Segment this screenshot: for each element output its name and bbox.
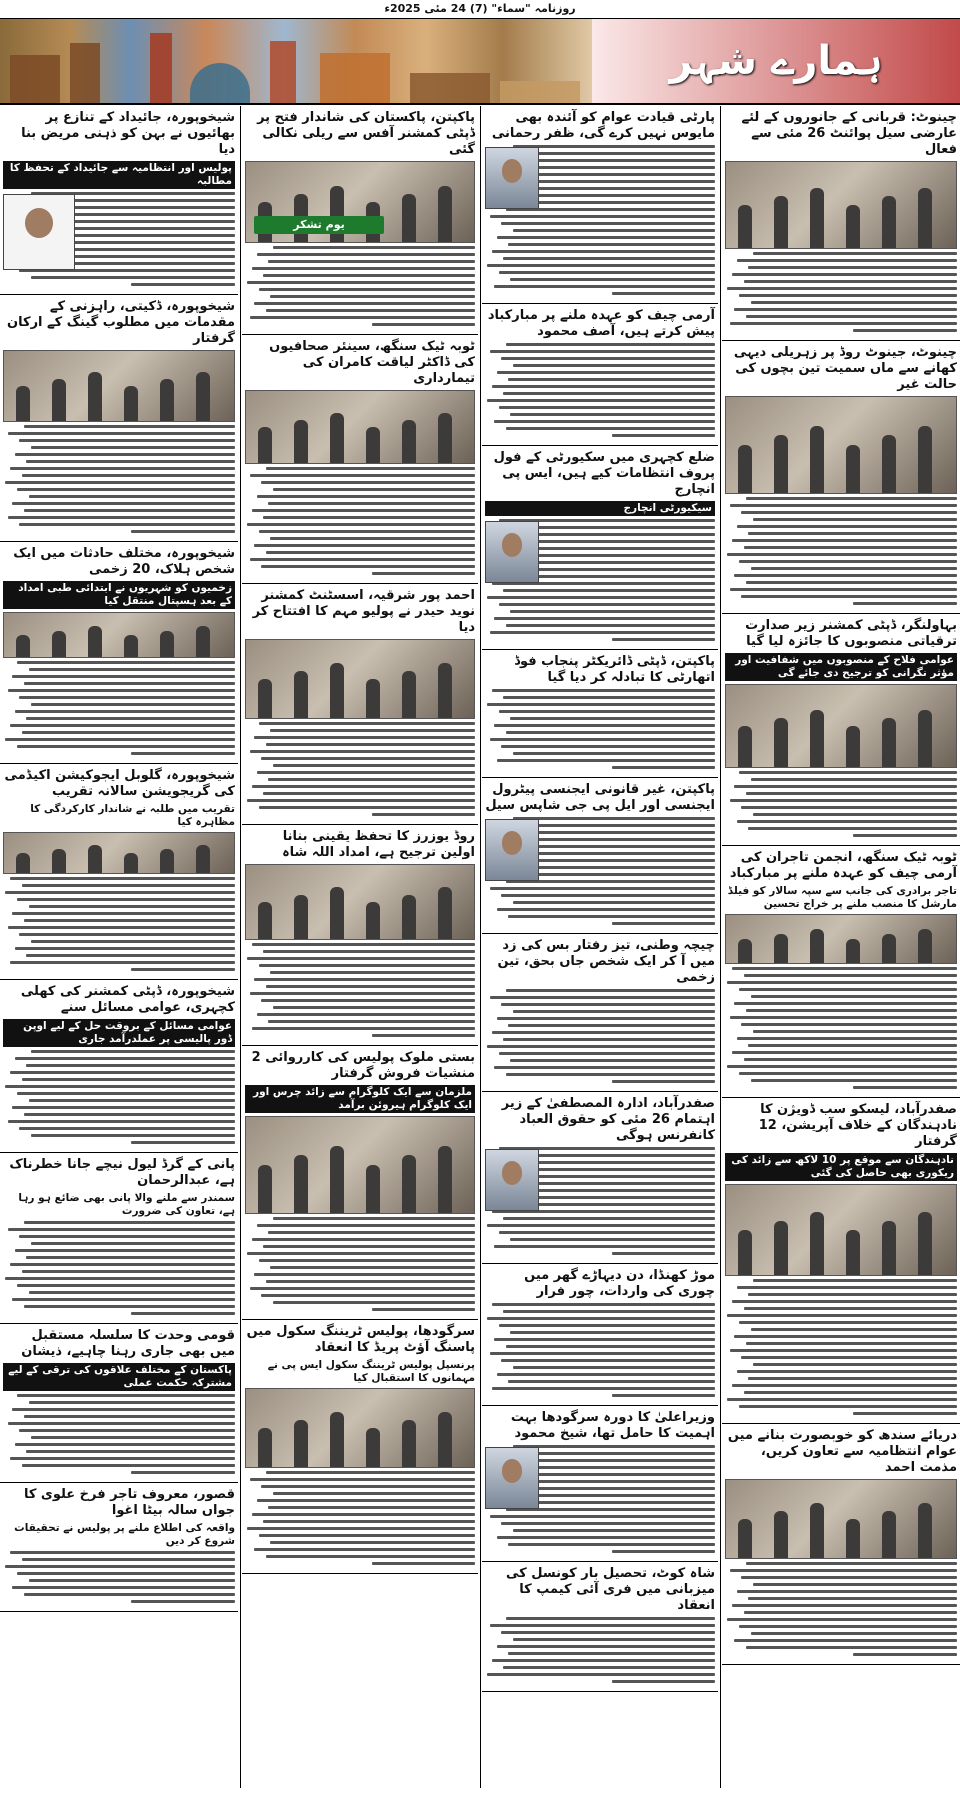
news-story xyxy=(482,1264,718,1406)
story-headline: ٹوبہ ٹیک سنگھ، سینئر صحافیوں کی ڈاکٹر لیاقت کامران کی تیمارداری xyxy=(269,339,475,386)
news-story xyxy=(242,106,478,335)
story-subheadline: نادہندگان سے موقع پر 10 لاکھ سے زائد کی ریکوری بھی حاصل کی گئی xyxy=(725,1153,957,1181)
story-headline: بستی ملوک پولیس کی کارروائی 2 منشیات فروش گرفتار xyxy=(251,1050,475,1081)
story-photo xyxy=(3,612,235,658)
story-headline: چیچہ وطنی، تیز رفتار بس کی زد میں آ کر ایک شخص جاں بحق، تین زخمی xyxy=(497,938,715,985)
story-subheadline: واقعہ کی اطلاع ملنے پر پولیس نے تحقیقات شروع کر دیں xyxy=(14,1522,235,1547)
story-headline: صفدرآباد، ادارہ المصطفیٰ کے زیر اہتمام 26 مئی کو حقوق العباد کانفرنس ہوگی xyxy=(501,1096,715,1143)
news-story xyxy=(0,764,238,980)
news-story xyxy=(722,1424,960,1665)
story-headline: روڈ یوزرز کا تحفظ یقینی بنانا اولین ترجیح ہے، امداد اللہ شاہ xyxy=(282,829,475,860)
story-body-text xyxy=(245,246,475,326)
news-story xyxy=(242,1320,478,1574)
story-headline: پاکپتن، پاکستان کی شاندار فتح پر ڈپٹی کمشنر آفس سے ریلی نکالی گئی xyxy=(257,110,475,157)
story-headline: شاہ کوٹ، تحصیل بار کونسل کی میزبانی میں فری آئی کیمپ کا انعقاد xyxy=(506,1566,715,1613)
story-body-text xyxy=(485,1147,715,1255)
story-headline: قصور، معروف تاجر فرخ علوی کا جواں سالہ بیٹا اغوا xyxy=(23,1487,235,1518)
story-body-text xyxy=(245,467,475,575)
story-headline: پانی کے گرڈ لیول نیچے جانا خطرناک ہے، عبدالرحمان xyxy=(9,1157,235,1188)
news-story xyxy=(242,335,478,584)
story-subheadline: پولیس اور انتظامیہ سے جائیداد کے تحفظ کا مطالبہ xyxy=(3,161,235,189)
story-body-text xyxy=(245,1471,475,1565)
story-photo xyxy=(245,390,475,464)
story-headline: ٹوبہ ٹیک سنگھ، انجمن تاجران کی آرمی چیف کو عہدہ ملنے پر مبارکباد xyxy=(729,850,957,881)
story-body-text xyxy=(485,989,715,1083)
document-scan-image xyxy=(3,194,75,270)
story-headline: پاکپتن، ڈپٹی ڈائریکٹر پنجاب فوڈ اتھارٹی کا تبادلہ کر دیا گیا xyxy=(514,654,715,685)
story-photo xyxy=(725,396,957,494)
story-photo xyxy=(725,1184,957,1276)
story-headline: شیخوپورہ، ڈپٹی کمشنر کی کھلی کچہری، عوامی مسائل سنے xyxy=(20,984,235,1015)
column-1 xyxy=(722,106,960,1788)
story-body-text xyxy=(485,1445,715,1553)
portrait-photo xyxy=(485,521,539,583)
story-headline: پارٹی قیادت عوام کو آئندہ بھی مایوس نہیں کرے گی، ظفر رحمانی xyxy=(491,110,715,141)
story-subheadline: پاکستان کے مختلف علاقوں کی ترقی کے لیے مشترکہ حکمت عملی xyxy=(3,1363,235,1391)
story-body-text xyxy=(485,519,715,641)
news-story xyxy=(482,650,718,778)
news-story xyxy=(482,778,718,934)
news-story xyxy=(0,1324,238,1483)
news-story xyxy=(242,1046,478,1320)
story-headline: صفدرآباد، لیسکو سب ڈویژن کا نادہندگان کے خلاف آپریشن، 12 گرفتار xyxy=(758,1102,957,1149)
story-headline: ضلع کچہری میں سکیورٹی کے فول پروف انتظامات کیے ہیں، ایس پی انچارج xyxy=(493,450,715,497)
story-body-text xyxy=(725,967,957,1089)
news-story xyxy=(0,980,238,1153)
story-headline: پاکپتن، غیر قانونی ایجنسی پیٹرول ایجنسی اور ایل پی جی شاپس سیل xyxy=(485,782,715,813)
section-banner xyxy=(0,19,960,105)
news-story xyxy=(482,304,718,446)
story-body-text xyxy=(485,689,715,769)
news-story xyxy=(0,295,238,542)
story-headline: چینوٹ: قربانی کے جانوروں کے لئے عارضی سیل پوائنٹ 26 مئی سے فعال xyxy=(741,110,957,157)
story-body-text xyxy=(485,1617,715,1683)
portrait-photo xyxy=(485,1149,539,1211)
story-headline: قومی وحدت کا سلسلہ مستقبل میں بھی جاری رہنا چاہیے، ذیشان xyxy=(21,1328,235,1359)
news-story xyxy=(482,106,718,304)
news-story xyxy=(482,934,718,1092)
story-body-text xyxy=(3,877,235,971)
story-headline: بہاولنگر، ڈپٹی کمشنر زیر صدارت ترقیاتی منصوبوں کا جائزہ لیا گیا xyxy=(745,618,957,649)
story-subheadline: سمندر سے ملنے والا پانی بھی ضائع ہو رہا ہے، تعاون کی ضرورت xyxy=(18,1192,235,1217)
column-2 xyxy=(482,106,718,1788)
story-photo xyxy=(245,1388,475,1468)
story-photo xyxy=(725,684,957,768)
news-story xyxy=(0,542,238,764)
story-headline: شیخوپورہ، جائیداد کے تنازع پر بھائیوں نے بہن کو ذہنی مریض بنا دیا xyxy=(21,110,235,157)
story-body-text xyxy=(485,1303,715,1397)
story-photo xyxy=(245,1116,475,1214)
story-headline: شیخوپورہ، ڈکیتی، راہزنی کے مقدمات میں مطلوب گینگ کے ارکان گرفتار xyxy=(7,299,235,346)
story-photo xyxy=(245,864,475,940)
story-body-text xyxy=(3,661,235,755)
story-body-text xyxy=(3,1050,235,1144)
news-story xyxy=(722,1098,960,1424)
news-story xyxy=(242,584,478,825)
story-headline: شیخوپورہ، گلوبل ایجوکیشن اکیڈمی کی گریجویشن سالانہ تقریب xyxy=(4,768,235,799)
story-photo xyxy=(245,161,475,243)
story-headline: چینوٹ، جینوٹ روڈ پر زہریلی دیہی کھانے سے ماں سمیت تین بچوں کی حالت غیر xyxy=(733,345,957,392)
story-body-text xyxy=(725,252,957,332)
story-body-text xyxy=(3,1221,235,1315)
story-headline: موڑ کھنڈا، دن دیہاڑے گھر میں چوری کی واردات، چور فرار xyxy=(524,1268,715,1299)
news-story xyxy=(722,846,960,1098)
story-body-text xyxy=(725,497,957,605)
story-photo xyxy=(3,350,235,422)
column-3 xyxy=(242,106,478,1788)
news-story xyxy=(482,1562,718,1692)
news-story xyxy=(0,106,238,295)
city-landmarks-photo-strip xyxy=(0,19,592,103)
story-body-text xyxy=(245,943,475,1037)
news-story xyxy=(722,614,960,846)
story-headline: وزیراعلیٰ کا دورہ سرگودھا بہت اہمیت کا حامل تھا، شیخ محمود xyxy=(510,1410,715,1441)
portrait-photo xyxy=(485,819,539,881)
story-subheadline: سیکیورٹی انچارج xyxy=(485,501,715,516)
story-body-text xyxy=(3,1394,235,1474)
dateline: روزنامہ "سماء" (7) 24 مئی 2025ء xyxy=(0,0,960,19)
news-story xyxy=(482,446,718,650)
story-body-text xyxy=(485,817,715,925)
story-subheadline: زخمیوں کو شہریوں نے ابتدائی طبی امداد کے بعد ہسپتال منتقل کیا xyxy=(3,581,235,609)
story-headline: شیخوپورہ، مختلف حادثات میں ایک شخص ہلاک، 20 زخمی xyxy=(13,546,235,577)
story-photo xyxy=(725,161,957,249)
story-photo xyxy=(3,832,235,874)
story-body-text xyxy=(3,192,235,286)
story-subheadline: ملزمان سے ایک کلوگرام سے زائد چرس اور ایک کلوگرام ہیروئن برآمد xyxy=(245,1085,475,1113)
banner-sign: یوم تشکر xyxy=(254,216,384,234)
story-body-text xyxy=(485,145,715,295)
story-subheadline: تاجر برادری کی جانب سے سپہ سالار کو فیلڈ مارشل کا منصب ملنے پر خراج تحسین xyxy=(727,885,957,910)
story-body-text xyxy=(3,1551,235,1603)
news-story xyxy=(722,341,960,614)
news-story xyxy=(242,825,478,1046)
story-photo xyxy=(725,1479,957,1559)
story-headline: سرگودھا، پولیس ٹریننگ سکول میں پاسنگ آؤٹ پریڈ کا انعقاد xyxy=(246,1324,475,1355)
news-story xyxy=(722,106,960,341)
story-subheadline: پرنسپل پولیس ٹریننگ سکول ایس پی نے مہمانوں کا استقبال کیا xyxy=(267,1359,475,1384)
column-4 xyxy=(0,106,238,1788)
story-subheadline: تقریب میں طلبہ نے شاندار کارکردگی کا مظاہرہ کیا xyxy=(30,803,235,828)
news-story xyxy=(482,1406,718,1562)
story-photo xyxy=(725,914,957,964)
story-body-text xyxy=(245,722,475,816)
news-story xyxy=(0,1153,238,1324)
story-headline: احمد پور شرقیہ، اسسٹنٹ کمشنر نوید حیدر نے پولیو مہم کا افتتاح کر دیا xyxy=(252,588,475,635)
story-body-text xyxy=(725,771,957,837)
story-body-text xyxy=(725,1279,957,1415)
story-photo xyxy=(245,639,475,719)
story-body-text xyxy=(245,1217,475,1311)
portrait-photo xyxy=(485,147,539,209)
story-body-text xyxy=(3,425,235,533)
news-story xyxy=(482,1092,718,1264)
story-headline: دریائے سندھ کو خوبصورت بنانے میں عوام انتظامیہ سے تعاون کریں، مذمت احمد xyxy=(727,1428,957,1475)
portrait-photo xyxy=(485,1447,539,1509)
story-body-text xyxy=(485,343,715,437)
section-title: ہمارے شہر xyxy=(592,19,960,103)
story-subheadline: عوامی فلاح کے منصوبوں میں شفافیت اور مؤثر نگرانی کو ترجیح دی جائے گی xyxy=(725,653,957,681)
story-subheadline: عوامی مسائل کے بروقت حل کے لیے اوپن ڈور پالیسی پر عملدرآمد جاری xyxy=(3,1019,235,1047)
story-headline: آرمی چیف کو عہدہ ملنے پر مبارکباد پیش کرتے ہیں، آصف محمود xyxy=(487,308,715,339)
story-body-text xyxy=(725,1562,957,1656)
news-story xyxy=(0,1483,238,1612)
